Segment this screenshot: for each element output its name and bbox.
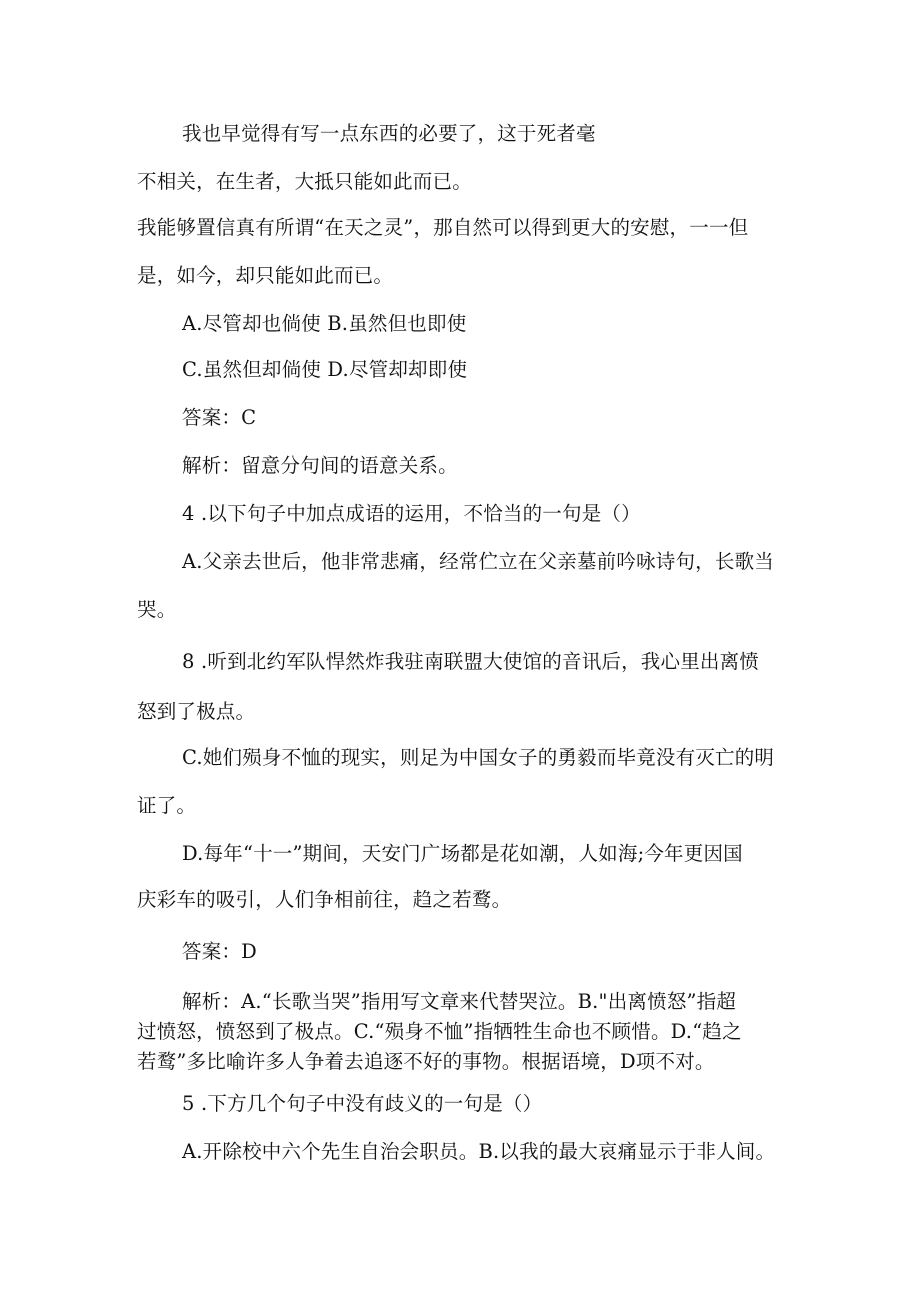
paragraph-line: 不相关，在生者，大抵只能如此而已。 — [137, 170, 472, 193]
option-line: 证了。 — [137, 794, 197, 817]
paragraph-line: 我能够置信真有所谓“在天之灵”，那自然可以得到更大的安慰，一一但 — [137, 216, 749, 239]
paragraph-line: 我也早觉得有写一点东西的必要了，这于死者毫 — [182, 122, 596, 145]
option-line: C.她们殒身不恤的现实，则足为中国女子的勇毅而毕竟没有灭亡的明 — [182, 746, 775, 769]
option-line: A.尽管却也倘使 B.虽然但也即使 — [182, 312, 467, 335]
option-line: 怒到了极点。 — [137, 700, 256, 723]
analysis-line: 若鹜”多比喻许多人争着去追逐不好的事物。根据语境，D项不对。 — [137, 1050, 715, 1073]
answer-line: 答案：C — [182, 406, 257, 429]
question-line: 5 .下方几个句子中没有歧义的一句是（） — [182, 1092, 543, 1115]
option-line: A.开除校中六个先生自治会职员。B.以我的最大哀痛显示于非人间。 — [182, 1140, 776, 1163]
option-line: 庆彩车的吸引，人们争相前往，趋之若鹜。 — [137, 888, 512, 911]
paragraph-line: 是，如今，却只能如此而已。 — [137, 264, 394, 287]
option-line: C.虽然但却倘使 D.尽管却却即使 — [182, 358, 468, 381]
analysis-line: 解析：留意分句间的语意关系。 — [182, 454, 458, 477]
option-line: D.每年“十一”期间，天安门广场都是花如潮，人如海;今年更因国 — [182, 842, 743, 865]
analysis-line: 过愤怒，愤怒到了极点。C.“殒身不恤”指牺牲生命也不顾惜。D.“趋之 — [137, 1020, 742, 1043]
question-line: 4 .以下句子中加点成语的运用，不恰当的一句是（） — [182, 502, 641, 525]
analysis-line: 解析：A.“长歌当哭”指用写文章来代替哭泣。B."出离愤怒”指超 — [182, 990, 737, 1013]
option-line: 8 .听到北约军队悍然炸我驻南联盟大使馆的音讯后，我心里出离愤 — [182, 650, 760, 673]
answer-line: 答案：D — [182, 940, 257, 963]
option-line: A.父亲去世后，他非常悲痛，经常伫立在父亲墓前吟咏诗句，长歌当 — [182, 550, 774, 573]
option-line: 哭。 — [137, 598, 177, 621]
